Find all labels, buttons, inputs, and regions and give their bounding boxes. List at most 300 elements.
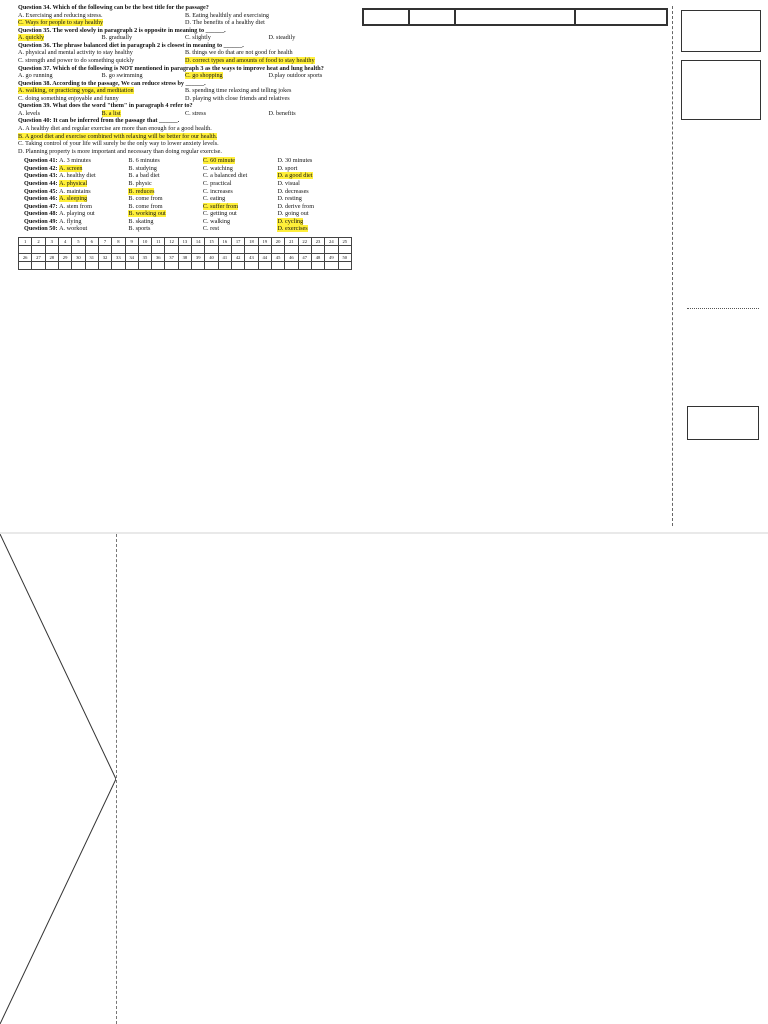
name-line[interactable]	[687, 308, 759, 309]
option-cell	[128, 188, 203, 196]
answer-number-cell: 9	[125, 237, 138, 245]
question-number: Question 48:	[24, 210, 60, 218]
answer-grid[interactable]	[18, 237, 352, 270]
option-cell	[102, 72, 186, 80]
option-text[interactable]: D. benefits	[268, 109, 296, 117]
answer-number-cell: 10	[138, 237, 151, 245]
text: D. Planning property is more important and necessary than doing regular exercise.	[18, 147, 222, 155]
answer-number-cell: 11	[152, 237, 165, 245]
answer-number-cell: 4	[58, 237, 71, 245]
question-number: Question 42:	[24, 164, 60, 172]
listening-question-row	[24, 165, 352, 173]
option-text[interactable]: D. going out	[277, 210, 309, 218]
option-text[interactable]: A. workout	[59, 225, 88, 233]
option-cell	[277, 165, 352, 173]
answer-number-cell: 41	[218, 253, 231, 261]
option-cell	[24, 180, 128, 188]
answer-cell[interactable]	[165, 245, 178, 253]
option-cell	[203, 195, 278, 203]
answer-cell[interactable]	[311, 261, 324, 269]
answer-number-cell: 1	[19, 237, 32, 245]
option-row	[18, 49, 352, 57]
option-text[interactable]: C. go shopping	[185, 72, 223, 80]
option-cell	[18, 57, 185, 65]
option-cell	[185, 110, 269, 118]
answer-number-cell: 33	[112, 253, 125, 261]
option-cell	[269, 34, 353, 42]
option-text[interactable]: B. 6 minutes	[128, 157, 160, 165]
answer-cell[interactable]	[98, 245, 111, 253]
option-text[interactable]: A. go running	[18, 72, 53, 80]
option-cell	[277, 203, 352, 211]
answer-number-cell: 19	[258, 237, 271, 245]
option-text[interactable]: C. stress	[185, 109, 206, 117]
option-cell	[24, 210, 128, 218]
option-text[interactable]: B. a list	[101, 109, 121, 117]
answer-number-cell: 26	[19, 253, 32, 261]
student-info-panel	[672, 6, 764, 526]
text: Question 40: It can be inferred from the passage that ______.	[18, 117, 180, 125]
answer-cell[interactable]	[72, 261, 85, 269]
option-text[interactable]: C. watching	[202, 164, 233, 172]
text: C. Taking control of your life will surely be the only way to lower anxiety levels.	[18, 140, 219, 148]
option-text[interactable]: C. walking	[202, 217, 231, 225]
answer-cell[interactable]	[245, 261, 258, 269]
option-text[interactable]: C. rest	[202, 225, 220, 233]
answer-cell[interactable]	[245, 245, 258, 253]
option-text[interactable]: D. The benefits of a healthy diet	[185, 19, 265, 27]
answer-cell[interactable]	[85, 245, 98, 253]
option-text[interactable]: B. go swimming	[101, 72, 143, 80]
answer-cell[interactable]	[192, 245, 205, 253]
option-text[interactable]: B. working out	[128, 210, 166, 218]
option-text[interactable]: B. a bad diet	[128, 172, 160, 180]
text: A. A healthy diet and regular exercise are more than enough for a good health.	[18, 125, 212, 132]
option-cell	[185, 95, 352, 103]
answer-number-cell: 24	[325, 237, 338, 245]
answer-number-cell: 21	[285, 237, 298, 245]
answer-cell[interactable]	[152, 245, 165, 253]
option-text[interactable]: A. 3 minutes	[59, 157, 91, 165]
option-cell	[102, 110, 186, 118]
question-number: Question 43:	[24, 172, 60, 180]
option-cell	[128, 180, 203, 188]
option-cell	[18, 72, 102, 80]
answer-cell[interactable]	[218, 245, 231, 253]
answer-grid-row-answers-2[interactable]	[19, 261, 352, 269]
answer-number-cell: 44	[258, 253, 271, 261]
option-cell	[24, 165, 128, 173]
option-text[interactable]: B. come from	[128, 202, 163, 210]
listening-question-row	[24, 157, 352, 165]
answer-cell[interactable]	[205, 261, 218, 269]
answer-cell[interactable]	[152, 261, 165, 269]
top-left-column	[18, 4, 352, 526]
answer-cell[interactable]	[32, 245, 45, 253]
option-row	[18, 110, 352, 118]
listening-questions	[24, 157, 352, 233]
answer-cell[interactable]	[311, 245, 324, 253]
option-text[interactable]: D. sport	[277, 164, 298, 172]
answer-number-cell: 23	[311, 237, 324, 245]
option-cell	[269, 72, 353, 80]
question-number: Question 45:	[24, 187, 60, 195]
answer-cell[interactable]	[32, 261, 45, 269]
proctor-box	[681, 60, 761, 120]
option-cell	[24, 157, 128, 165]
option-text[interactable]: A. physical and mental activity to stay healthy	[18, 49, 133, 57]
bottom-right-column	[414, 556, 756, 1024]
question-number: Question 47:	[24, 202, 60, 210]
option-cell	[24, 172, 128, 180]
answer-number-cell: 47	[298, 253, 311, 261]
option-cell	[128, 218, 203, 226]
answer-number-cell: 39	[192, 253, 205, 261]
answer-cell[interactable]	[125, 245, 138, 253]
answer-cell[interactable]	[258, 261, 271, 269]
cut-lines	[0, 534, 116, 1024]
answer-number-cell: 18	[245, 237, 258, 245]
option-text[interactable]: A. sleeping	[59, 195, 88, 203]
option-cell	[185, 87, 352, 95]
question-number: Question 46:	[24, 195, 60, 203]
answer-number-cell: 32	[98, 253, 111, 261]
answer-cell[interactable]	[338, 261, 352, 269]
option-cell	[203, 180, 278, 188]
text: Question 36. The phrase balanced diet in paragraph 2 is closest in meaning to ______.	[18, 41, 244, 49]
answer-cell[interactable]	[205, 245, 218, 253]
answer-cell[interactable]	[298, 245, 311, 253]
answer-number-cell: 16	[218, 237, 231, 245]
option-cell	[203, 188, 278, 196]
text: Question 35. The word slowly in paragraph 2 is opposite in meaning to ______.	[18, 26, 226, 34]
answer-number-cell: 27	[32, 253, 45, 261]
exam-code	[363, 9, 409, 25]
option-text[interactable]: B. Eating healthily and exercising	[185, 11, 270, 19]
listening-question-row	[24, 225, 352, 233]
question-number: Question 44:	[24, 179, 60, 187]
answer-number-cell: 40	[205, 253, 218, 261]
option-text[interactable]: B. things we do that are not good for health	[185, 49, 293, 57]
option-row	[18, 87, 352, 95]
answer-number-cell: 20	[271, 237, 284, 245]
answer-cell[interactable]	[218, 261, 231, 269]
option-row	[18, 95, 352, 103]
reading-questions-34-40	[18, 4, 352, 155]
option-text[interactable]: A. Exercising and reducing stress.	[18, 11, 103, 19]
option-cell	[185, 34, 269, 42]
question-stem	[18, 117, 352, 125]
answer-number-cell: 8	[112, 237, 125, 245]
option-cell	[24, 225, 128, 233]
option-text[interactable]: A. quickly	[18, 34, 45, 42]
option-text[interactable]: A. flying	[59, 217, 82, 225]
answer-number-cell: 42	[232, 253, 245, 261]
option-text[interactable]: C. a balanced diet	[202, 172, 248, 180]
option-text[interactable]: B. gradually	[101, 34, 133, 42]
answer-grid-row-numbers-2	[19, 253, 352, 261]
option-cell	[277, 172, 352, 180]
answer-number-cell: 29	[58, 253, 71, 261]
listening-question-row	[24, 210, 352, 218]
text: Question 37. Which of the following is NOT mentioned in paragraph 3 as the ways to improve heat and lung health?	[18, 64, 324, 72]
option-cell	[18, 49, 185, 57]
answer-number-cell: 2	[32, 237, 45, 245]
option-text[interactable]: C. suffer from	[202, 202, 239, 210]
option-cell	[203, 165, 278, 173]
examiner-field[interactable]	[455, 9, 575, 25]
option-text[interactable]: D. steadily	[268, 34, 296, 42]
answer-cell[interactable]	[58, 261, 71, 269]
answer-number-cell: 30	[72, 253, 85, 261]
bottom-middle-column	[124, 556, 390, 1024]
answer-cell[interactable]	[271, 245, 284, 253]
option-cell	[128, 172, 203, 180]
answer-cell[interactable]	[232, 261, 245, 269]
answer-cell[interactable]	[192, 261, 205, 269]
option-text[interactable]: A. healthy diet	[59, 172, 96, 180]
option-cell	[203, 210, 278, 218]
answer-number-cell: 5	[72, 237, 85, 245]
answer-number-cell: 15	[205, 237, 218, 245]
option-text[interactable]: D. decreases	[277, 187, 309, 195]
answer-number-cell: 31	[85, 253, 98, 261]
option-text[interactable]: D. derive from	[277, 202, 315, 210]
option-line[interactable]	[18, 133, 352, 141]
answer-cell[interactable]	[298, 261, 311, 269]
text: B. A good diet and exercise combined with relaxing will be better for our health.	[18, 132, 218, 140]
option-text[interactable]: B. come from	[128, 195, 163, 203]
option-text[interactable]: D. visual	[277, 179, 300, 187]
option-text[interactable]: C. eating	[202, 195, 226, 203]
top-middle-column	[366, 30, 664, 530]
question-stem	[18, 65, 352, 73]
option-cell	[277, 210, 352, 218]
question-stem	[18, 42, 352, 50]
listening-question-row	[24, 180, 352, 188]
answer-cell[interactable]	[258, 245, 271, 253]
option-cell	[277, 195, 352, 203]
listening-question-row	[24, 172, 352, 180]
answer-grid-row-numbers-1	[19, 237, 352, 245]
score-field[interactable]	[409, 9, 455, 25]
answer-cell[interactable]	[325, 245, 338, 253]
option-text[interactable]: C. strength and power to do something quickly	[18, 56, 135, 64]
answer-number-cell: 34	[125, 253, 138, 261]
text: Question 38. According to the passage, We can reduce stress by ______.	[18, 79, 206, 87]
option-text[interactable]: A. maintains	[59, 187, 91, 195]
answer-cell[interactable]	[45, 261, 58, 269]
listening-question-row	[24, 203, 352, 211]
candidate-number-box[interactable]	[687, 406, 759, 440]
answer-cell[interactable]	[125, 261, 138, 269]
answer-number-cell: 35	[138, 253, 151, 261]
option-text[interactable]: D. correct types and amounts of food to stay healthy	[185, 56, 315, 64]
listening-question-row	[24, 188, 352, 196]
answer-number-cell: 6	[85, 237, 98, 245]
answer-cell[interactable]	[98, 261, 111, 269]
answer-cell[interactable]	[112, 245, 125, 253]
option-cell	[128, 195, 203, 203]
answer-cell[interactable]	[285, 245, 298, 253]
option-text[interactable]: C. 60 minute	[202, 157, 236, 165]
option-text[interactable]: A. walking, or practicing yoga, and meditation	[18, 87, 134, 95]
answer-cell[interactable]	[85, 261, 98, 269]
option-cell	[18, 87, 185, 95]
answer-cell[interactable]	[138, 245, 151, 253]
answer-number-cell: 13	[178, 237, 191, 245]
listening-question-row	[24, 195, 352, 203]
question-number: Question 41:	[24, 157, 60, 165]
exam-page-bottom	[0, 534, 768, 1024]
option-cell	[18, 12, 185, 20]
answer-cell[interactable]	[112, 261, 125, 269]
option-text[interactable]: B. studying	[128, 164, 157, 172]
option-text[interactable]: D. 30 minutes	[277, 157, 313, 165]
question-stem	[18, 102, 352, 110]
option-text[interactable]: B. reduces	[128, 187, 155, 195]
option-cell	[277, 157, 352, 165]
option-row	[18, 19, 352, 27]
text: Question 34. Which of the following can be the best title for the passage?	[18, 4, 209, 11]
option-text[interactable]: B. sports	[128, 225, 151, 233]
option-text[interactable]: C. slightly	[185, 34, 211, 42]
question-stem	[18, 27, 352, 35]
option-text[interactable]: D.play outdoor sports	[268, 72, 323, 80]
option-cell	[203, 218, 278, 226]
answer-number-cell: 25	[338, 237, 352, 245]
answer-number-cell: 50	[338, 253, 352, 261]
answer-cell[interactable]	[178, 261, 191, 269]
option-cell	[128, 203, 203, 211]
answer-number-cell: 14	[192, 237, 205, 245]
answer-number-cell: 48	[311, 253, 324, 261]
answer-number-cell: 3	[45, 237, 58, 245]
answer-cell[interactable]	[338, 245, 352, 253]
option-cell	[203, 157, 278, 165]
option-text[interactable]: B. spending time relaxing and telling jokes	[185, 87, 292, 95]
option-cell	[128, 210, 203, 218]
option-cell	[102, 34, 186, 42]
option-cell	[269, 110, 353, 118]
answer-number-cell: 36	[152, 253, 165, 261]
exam-header	[362, 8, 668, 26]
option-cell	[128, 157, 203, 165]
option-text[interactable]: C. getting out	[202, 210, 237, 218]
option-cell	[203, 203, 278, 211]
option-text[interactable]: D. resting	[277, 195, 302, 203]
option-cell	[277, 225, 352, 233]
answer-number-cell: 49	[325, 253, 338, 261]
secret-code-field[interactable]	[575, 9, 667, 25]
question-stem	[18, 80, 352, 88]
option-cell	[277, 218, 352, 226]
option-cell	[277, 188, 352, 196]
option-text[interactable]: C. doing something enjoyable and funny	[18, 94, 119, 102]
answer-cell[interactable]	[271, 261, 284, 269]
option-text[interactable]: D. cycling	[277, 217, 304, 225]
option-cell	[24, 195, 128, 203]
answer-cell[interactable]	[232, 245, 245, 253]
option-cell	[128, 165, 203, 173]
answer-number-cell: 37	[165, 253, 178, 261]
answer-cell[interactable]	[58, 245, 71, 253]
answer-cell[interactable]	[45, 245, 58, 253]
option-cell	[185, 49, 352, 57]
option-text[interactable]: D. a good diet	[277, 172, 313, 180]
option-text[interactable]: A. physical	[59, 179, 88, 187]
option-text[interactable]: D. exercises	[277, 225, 308, 233]
answer-cell[interactable]	[138, 261, 151, 269]
question-number: Question 49:	[24, 217, 60, 225]
answer-cell[interactable]	[19, 261, 32, 269]
option-line[interactable]	[18, 140, 352, 148]
answer-number-cell: 17	[232, 237, 245, 245]
answer-number-cell: 7	[98, 237, 111, 245]
option-row	[18, 57, 352, 65]
answer-cell[interactable]	[325, 261, 338, 269]
option-cell	[277, 180, 352, 188]
answer-cell[interactable]	[19, 245, 32, 253]
option-row	[18, 12, 352, 20]
option-text[interactable]: B. skating	[128, 217, 154, 225]
option-cell	[128, 225, 203, 233]
option-cell	[24, 188, 128, 196]
option-text[interactable]: C. increases	[202, 187, 233, 195]
answer-cell[interactable]	[178, 245, 191, 253]
option-line[interactable]	[18, 148, 352, 156]
option-text[interactable]: A. screen	[59, 164, 83, 172]
option-text[interactable]: C. Ways for people to stay healthy	[18, 19, 104, 27]
option-cell	[185, 57, 352, 65]
listening-question-row	[24, 218, 352, 226]
question-stem	[18, 4, 352, 12]
option-text[interactable]: C. practical	[202, 179, 232, 187]
answer-cell[interactable]	[165, 261, 178, 269]
answer-cell[interactable]	[72, 245, 85, 253]
text: Question 39. What does the word "them" in paragraph 4 refer to?	[18, 102, 193, 110]
option-cell	[185, 19, 352, 27]
option-text[interactable]: A. playing out	[59, 210, 95, 218]
option-text[interactable]: A. stem from	[59, 202, 92, 210]
option-cell	[203, 172, 278, 180]
answer-cell[interactable]	[285, 261, 298, 269]
option-cell	[18, 110, 102, 118]
option-text[interactable]: D. playing with close friends and relatives	[185, 94, 290, 102]
answer-number-cell: 12	[165, 237, 178, 245]
answer-number-cell: 22	[298, 237, 311, 245]
option-cell	[185, 12, 352, 20]
option-cell	[24, 203, 128, 211]
option-cell	[185, 72, 269, 80]
option-line[interactable]	[18, 125, 352, 133]
option-row	[18, 72, 352, 80]
option-cell	[203, 225, 278, 233]
option-cell	[18, 95, 185, 103]
answer-grid-row-answers-1[interactable]	[19, 245, 352, 253]
option-text[interactable]: B. physic	[128, 179, 152, 187]
option-cell	[18, 34, 102, 42]
option-cell	[24, 218, 128, 226]
question-number: Question 50:	[24, 225, 60, 233]
option-row	[18, 34, 352, 42]
option-text[interactable]: A. levels	[18, 109, 40, 117]
answer-number-cell: 28	[45, 253, 58, 261]
answer-number-cell: 46	[285, 253, 298, 261]
answer-number-cell: 43	[245, 253, 258, 261]
cut-dashed-line	[116, 534, 117, 1024]
answer-number-cell: 45	[271, 253, 284, 261]
